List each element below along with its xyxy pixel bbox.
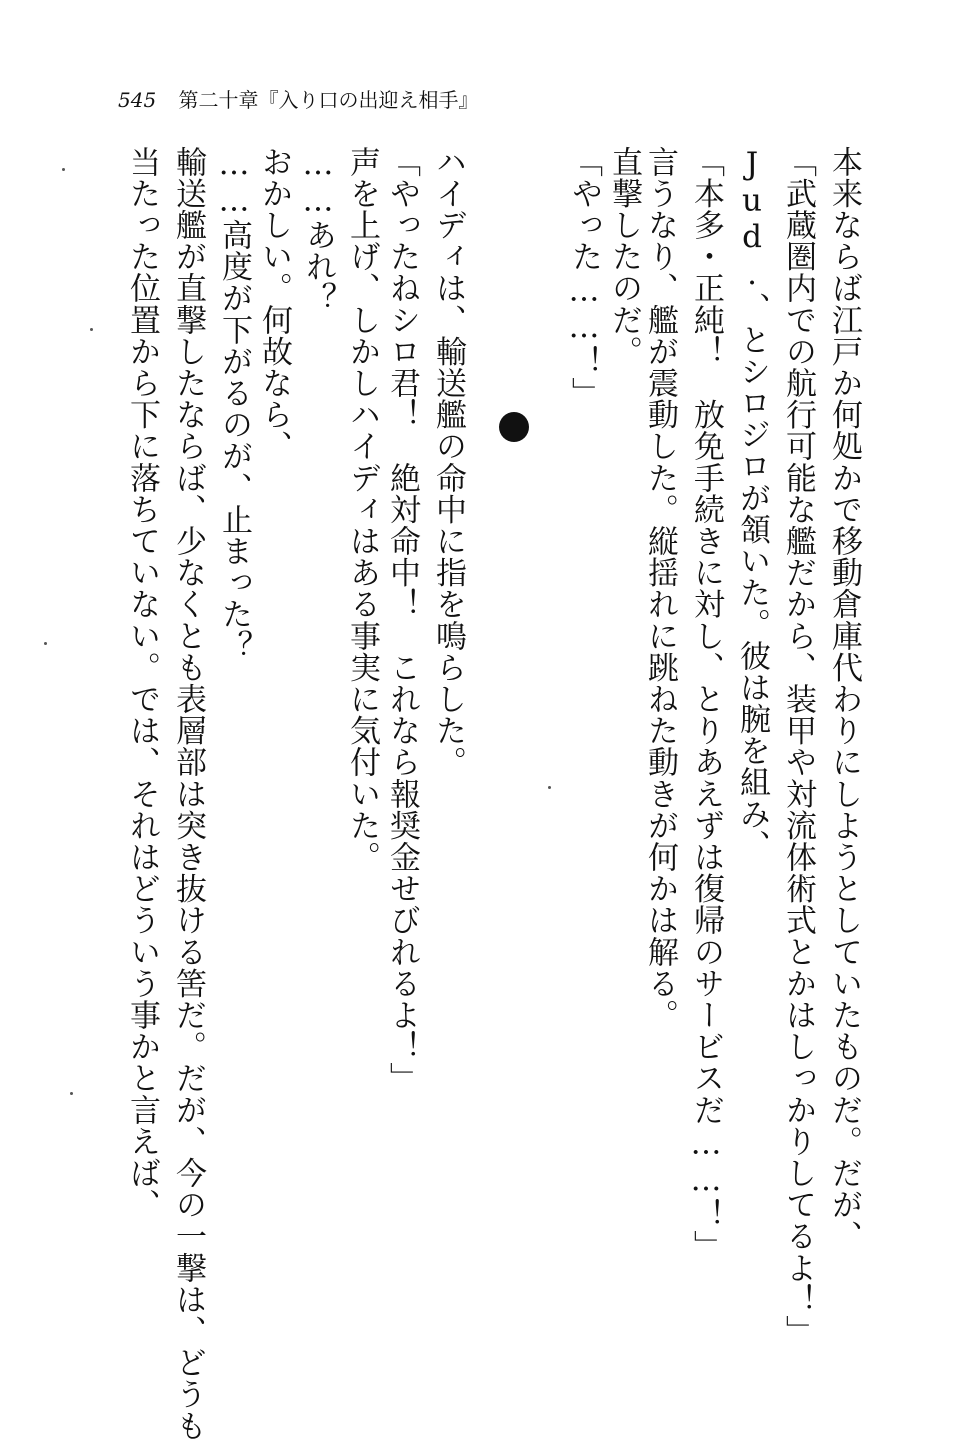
text-column-12: おかしい。何故なら、	[256, 146, 292, 462]
text-column-9: 「やったねシロ君！ 絶対命中！ これなら報奨金せびれるよ！」	[384, 146, 420, 1094]
scan-speck	[44, 642, 47, 645]
page-number: 545	[118, 88, 157, 112]
page-header	[118, 84, 479, 113]
text-column-4: 「本多・正純！ 放免手続きに対し、とりあえずは復帰のサービスだ……！」	[688, 146, 724, 1262]
text-column-11: ……あれ？	[300, 146, 336, 314]
text-column-8: ハイディは、輸送艦の命中に指を鳴らした。	[430, 146, 466, 778]
scan-speck	[90, 328, 93, 331]
text-column-14: 輸送艦が直撃したならば、少なくとも表層部は突き抜ける筈だ。だが、今の一撃は、どうも	[170, 146, 206, 1442]
section-break-dot	[499, 412, 529, 442]
text-column-2: 「武蔵圏内での航行可能な艦だから、装甲や対流体術式とかはしっかりしてるよ！」	[780, 146, 816, 1347]
text-column-7: 「やった……！」	[566, 146, 602, 409]
text-column-5: 言うなり、艦が震動した。縦揺れに跳ねた動きが何かは解る。	[642, 146, 678, 1031]
text-column-10: 声を上げ、しかしハイディはある事実に気付いた。	[344, 146, 380, 873]
scan-speck	[70, 1092, 73, 1095]
chapter-title: 第二十章『入り口の出迎え相手』	[178, 88, 479, 112]
scan-speck	[548, 786, 551, 789]
text-column-15: 当たった位置から下に落ちていない。では、それはどういう事かと言えば、	[124, 146, 160, 1221]
text-column-3: Jud.、とシロジロが頷いた。彼は腕を組み、	[734, 146, 770, 862]
scan-speck	[62, 168, 65, 171]
text-column-13: ……高度が下がるのが、止まった？	[216, 146, 252, 662]
text-column-6: 直撃したのだ。	[606, 146, 642, 368]
text-column-1: 本来ならば江戸か何処かで移動倉庫代わりにしようとしていたものだ。だが、	[826, 146, 862, 1252]
